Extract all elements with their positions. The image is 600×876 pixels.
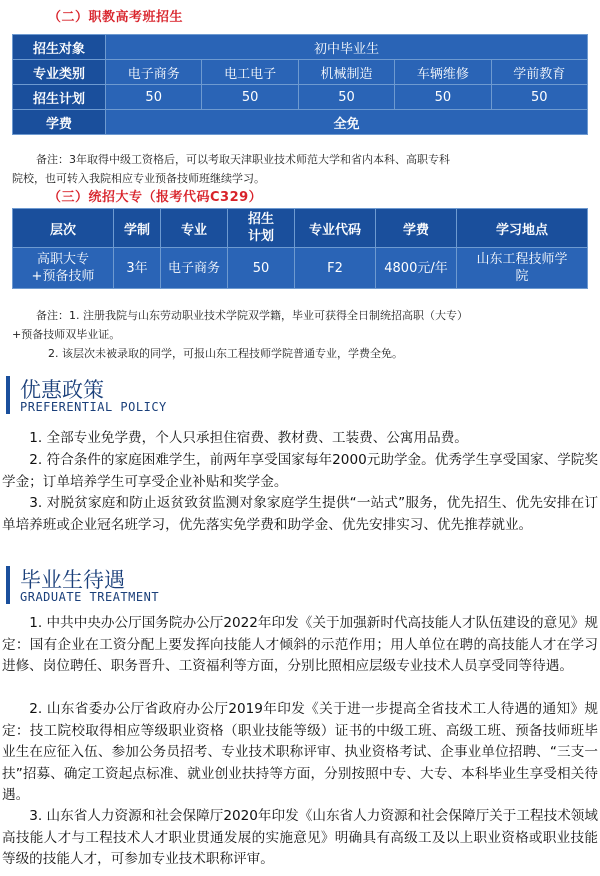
heading-bar (6, 566, 10, 604)
note-line: 院校，也可转入我院相应专业预备技师班继续学习。 (12, 172, 265, 185)
note-line: 备注：1. 注册我院与山东劳动职业技术学院双学籍，毕业可获得全日制统招高职（大专） (36, 309, 468, 322)
cell-duration: 3年 (114, 248, 161, 289)
cell-location-line: 院 (515, 269, 529, 284)
note-line: 备注：3年取得中级工资格后，可以考取天津职业技术师范大学和省内本科、高职专科 (36, 153, 450, 166)
vocational-exam-table (12, 34, 588, 135)
cell-plan: 50 (228, 248, 295, 289)
policy-item: 1. 全部专业免学费，个人只承担住宿费、教材费、工装费、公寓用品费。 (29, 430, 468, 446)
heading-bar (6, 376, 10, 414)
treatment-item: 2. 山东省委办公厅省政府办公厅2019年印发《关于进一步提高全省技术工人待遇的通知》规定：技工院校取得相应等级职业资格（职业技能等级）证书的中级工班、高级工班、预备技师班毕业生在应征入伍、参加公务员招考、专业技术职称评审、执业资格考试、企事业单位招聘、“三支一扶”招募、确定工资起点标准、就业创业扶持等方面，分别按照中专、大专、本科毕业生享受相关待遇。 (2, 701, 598, 803)
table-row (13, 209, 588, 248)
section3-note (12, 306, 588, 363)
plan-cell: 50 (202, 85, 298, 110)
enroll-target-value: 初中毕业生 (106, 35, 588, 60)
policy-item: 3. 对脱贫家庭和防止返贫致贫监测对象家庭学生提供“一站式”服务，优先招生、优先安排在订单培养班或企业冠名班学习，优先落实免学费和助学金、优先安排实习、优先推荐就业。 (2, 495, 598, 533)
plan-label: 招生计划 (13, 85, 106, 110)
section3-title: （三）统招大专（报考代码C329） (48, 190, 263, 205)
header-plan-line: 招生 (247, 212, 274, 227)
section2-note (12, 150, 588, 188)
cell-code: F2 (295, 248, 376, 289)
treatment-subtitle: GRADUATE TREATMENT (20, 590, 160, 604)
cell-location-line: 山东工程技师学 (476, 252, 568, 267)
header-fee: 学费 (376, 209, 457, 248)
header-location: 学习地点 (457, 209, 588, 248)
note-line: +预备技师双毕业证。 (12, 328, 121, 341)
note-line: 2. 该层次未被录取的同学，可报山东工程技师学院普通专业，学费全免。 (48, 347, 403, 360)
cell-fee: 4800元/年 (376, 248, 457, 289)
table-row (13, 248, 588, 289)
treatment-item: 3. 山东省人力资源和社会保障厅2020年印发《山东省人力资源和社会保障厅关于工程技术领域高技能人才与工程技术人才职业贯通发展的实施意见》明确具有高级工及以上职业资格或职业技能等级的技能人才，可参加专业技术职称评审。 (2, 808, 598, 867)
major-cell: 电工电子 (202, 60, 298, 85)
major-cell: 电子商务 (106, 60, 202, 85)
header-major: 专业 (161, 209, 228, 248)
table-row (13, 85, 588, 110)
header-plan (228, 209, 295, 248)
major-cell: 机械制造 (298, 60, 394, 85)
header-level: 层次 (13, 209, 114, 248)
college-table (12, 208, 588, 289)
plan-cell: 50 (298, 85, 394, 110)
policy-subtitle: PREFERENTIAL POLICY (20, 400, 167, 414)
plan-cell: 50 (491, 85, 587, 110)
table-row (13, 35, 588, 60)
major-cell: 车辆维修 (395, 60, 491, 85)
plan-cell: 50 (106, 85, 202, 110)
fee-value: 全免 (106, 110, 588, 135)
table-row (13, 60, 588, 85)
fee-label: 学费 (13, 110, 106, 135)
header-duration: 学制 (114, 209, 161, 248)
treatment-item: 1. 中共中央办公厅国务院办公厅2022年印发《关于加强新时代高技能人才队伍建设的意见》规定：国有企业在工资分配上要发挥向技能人才倾斜的示范作用；用人单位在聘的高技能人才在学习进修、岗位聘任、职务晋升、工资福利等方面，分别比照相应层级专业技术人员享受同等待遇。 (2, 615, 598, 674)
cell-level (13, 248, 114, 289)
enroll-target-label: 招生对象 (13, 35, 106, 60)
treatment-title: 毕业生待遇 (20, 568, 125, 592)
header-plan-line: 计划 (247, 229, 274, 244)
major-cell: 学前教育 (491, 60, 587, 85)
header-code: 专业代码 (295, 209, 376, 248)
cell-level-line: +预备技师 (31, 269, 95, 284)
major-label: 专业类别 (13, 60, 106, 85)
cell-location (457, 248, 588, 289)
section2-title: （二）职教高考班招生 (48, 10, 184, 25)
table-row (13, 110, 588, 135)
policy-item: 2. 符合条件的家庭困难学生，前两年享受国家每年2000元助学金。优秀学生享受国家、学院奖学金；订单培养学生可享受企业补贴和奖学金。 (2, 452, 598, 490)
cell-level-line: 高职大专 (36, 252, 89, 267)
plan-cell: 50 (395, 85, 491, 110)
policy-title: 优惠政策 (20, 378, 104, 402)
cell-major: 电子商务 (161, 248, 228, 289)
